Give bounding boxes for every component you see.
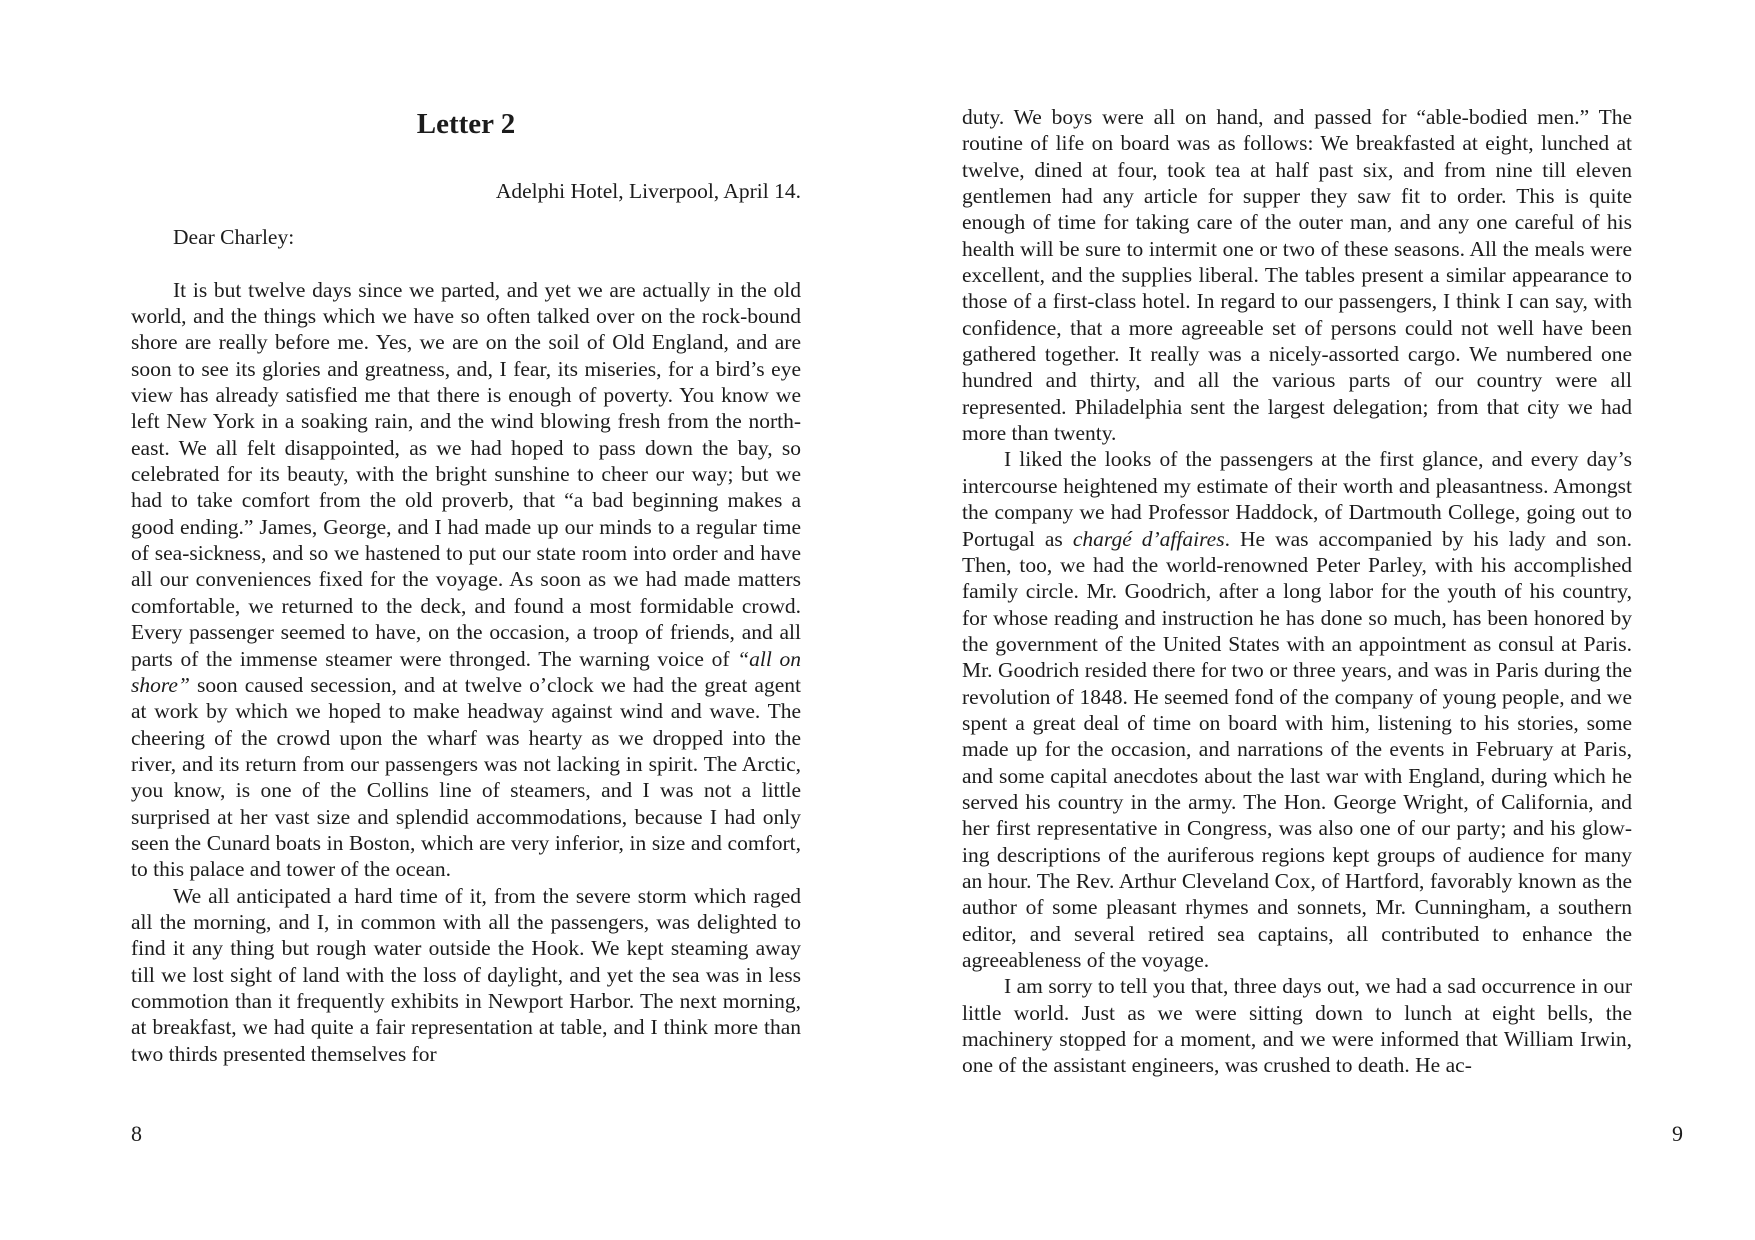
paragraph: I am sorry to tell you that, three days out, we had a sad occurrence in our little world. Just as we were sitting down to lunch at eight bells, the machinery stopped for a moment, and we were informed that William Irwin, one of the assistant engineers, was crushed to death. He ac- <box>962 974 1632 1078</box>
dateline: Adelphi Hotel, Liverpool, April 14. <box>495 179 801 203</box>
italic-phrase: “all on shore” <box>131 646 801 697</box>
paragraph-text: soon caused secession, and at twelve o’clock we had the great agent at work by which we hoped to make headway against wind and wave. The cheering of the crowd upon the wharf was hearty as we dropped into the river, and its return from our passengers was not lacking in spirit. The Arctic, you know, is one of the Collins line of steamers, and I was not a little surprised at her vast size and splendid accommodations, because I had only seen the Cunard boats in Boston, which are very inferior, in size and comfort, to this palace and tower of the ocean. <box>131 672 801 882</box>
right-text-column <box>962 104 1632 1079</box>
page-number: 8 <box>131 1121 142 1146</box>
paragraph: duty. We boys were all on hand, and passed for “able-bodied men.” The routine of life on board was as follows: We breakfasted at eight, lunched at twelve, dined at four, took tea at half past six, and from nine till eleven gentlemen had any article for supper they saw fit to order. This is quite enough of time for taking care of the outer man, and any one careful of his health will be sure to intermit one or two of these seasons. All the meals were excellent, and the supplies liberal. The tables present a similar appearance to those of a first-class hotel. In regard to our passengers, I think I can say, with confidence, that a more agreeable set of persons could not well have been gathered together. It really was a nicely-assorted cargo. We numbered one hundred and thirty, and all the various parts of our country were all represented. Philadelphia sent the largest delegation; from that city we had more than twenty. <box>962 105 1632 446</box>
paragraph: We all anticipated a hard time of it, from the severe storm which raged all the morning, and I, in common with all the passengers, was delighted to find it any thing but rough water outside the Hook. We kept steaming away till we lost sight of land with the loss of daylight, and yet the sea was in less commotion than it frequently exhibits in Newport Harbor. The next morning, at breakfast, we had quite a fair representation at table, and I think more than two thirds presented themselves for <box>131 883 801 1066</box>
left-page <box>0 0 877 1240</box>
page-number: 9 <box>1672 1121 1683 1146</box>
right-page <box>877 0 1754 1240</box>
paragraph-text: . He was accompanied by his lady and son. Then, too, we had the world-renowned Peter Parley, with his accomplished family circle. Mr. Goodrich, after a long labor for the youth of his country, for whose reading and instruction he has done so much, has been honored by the government of the United States with an appointment as consul at Paris. Mr. Goodrich resided there for two or three years, and was in Paris during the revolution of 1848. He seemed fond of the company of young people, and we spent a great deal of time on board with him, listening to his stories, some made up for the occasion, and narrations of the events in February at Paris, and some capital anecdotes about the last war with England, during which he served his country in the army. The Hon. George Wright, of California, and her first representative in Congress, was also one of our party; and his glowing descriptions of the auriferous regions kept groups of audience for many an hour. The Rev. Arthur Cleveland Cox, of Hartford, favorably known as the author of some pleasant rhymes and sonnets, Mr. Cunningham, a southern editor, and several retired sea captains, all contributed to enhance the agreeableness of the voyage. <box>962 526 1632 972</box>
left-text-column <box>131 56 801 1067</box>
paragraph <box>131 277 801 883</box>
letter-title: Letter 2 <box>416 108 516 140</box>
italic-phrase: chargé d’affaires <box>1072 526 1225 551</box>
paragraph <box>962 446 1632 973</box>
paragraph-text: I liked the looks of the passengers at the first glance, and every day’s intercourse heightened my estimate of their worth and pleasantness. Amongst the company we had Professor Haddock, of Dartmouth College, going out to Portugal as <box>962 447 1632 551</box>
paragraph-text: It is but twelve days since we parted, and yet we are actually in the old world, and the things which we have so often talked over on the rock-bound shore are really before me. Yes, we are on the soil of Old England, and are soon to see its glories and greatness, and, I fear, its miseries, for a bird’s eye view has already satisfied me that there is enough of poverty. You know we left New York in a soaking rain, and the wind blowing fresh from the north-east. We all felt disappointed, as we had hoped to pass down the bay, so celebrated for its beauty, with the bright sunshine to cheer our way; but we had to take comfort from the old proverb, that “a bad beginning makes a good ending.” James, George, and I had made up our minds to a regular time of sea-sickness, and so we hastened to put our state room into order and have all our conveniences fixed for the voyage. As soon as we had made matters comfortable, we returned to the deck, and found a most formidable crowd. Every passenger seemed to have, on the occasion, a troop of friends, and all parts of the immense steamer were thronged. The warning voice of <box>131 277 801 671</box>
salutation: Dear Charley: <box>173 225 295 250</box>
